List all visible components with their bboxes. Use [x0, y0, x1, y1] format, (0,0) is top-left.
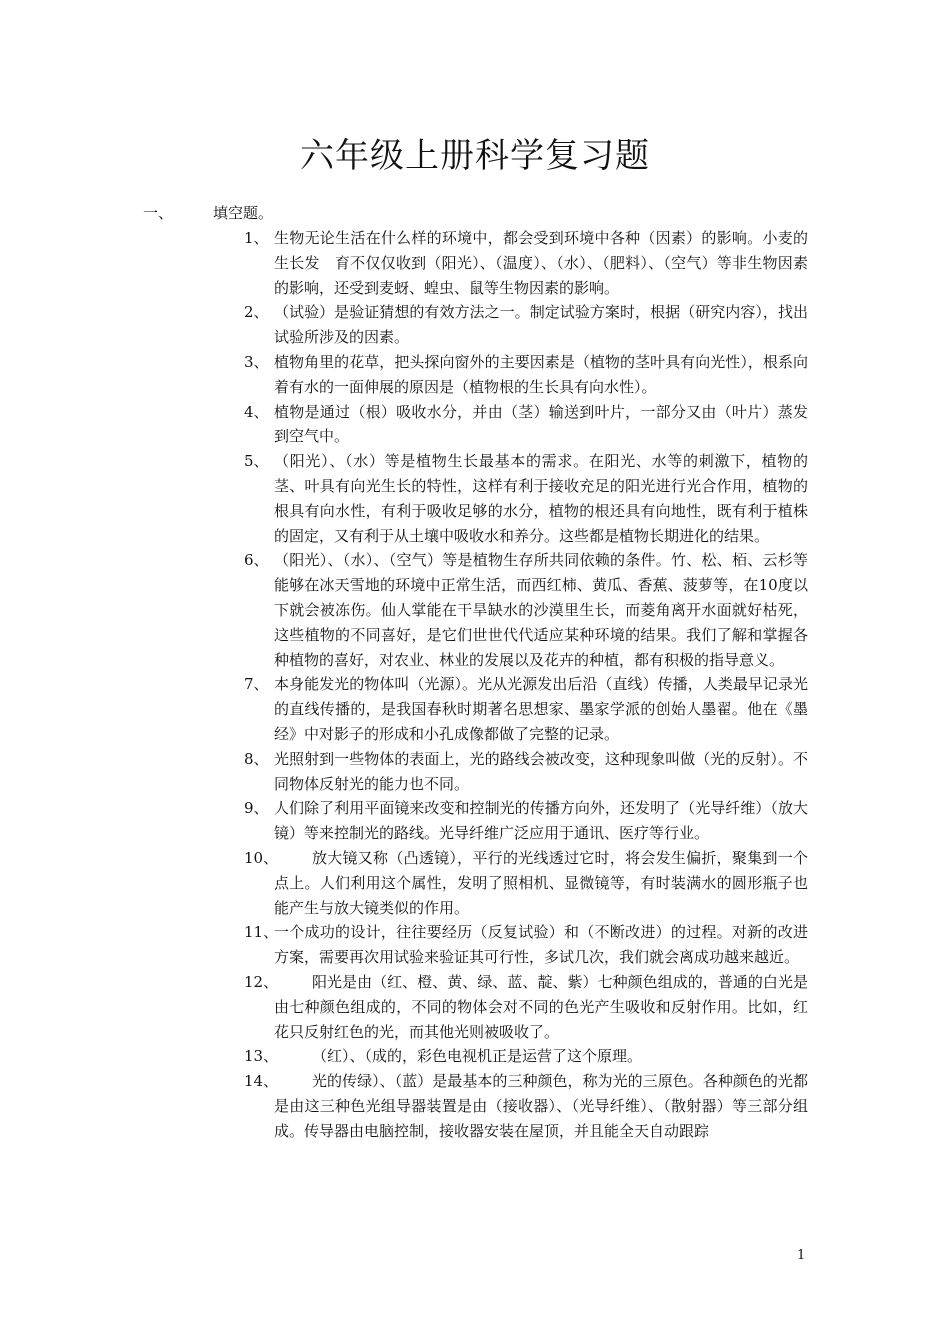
item-text: 放大镜又称（凸透镜），平行的光线透过它时，将会发生偏折，聚集到一个点上。人们利用这个属性，发明了照相机、显微镜等，有时装满水的圆形瓶子也能产生与放大镜类似的作用。: [274, 848, 808, 917]
item-text: 阳光是由（红、橙、黄、绿、蓝、靛、紫）七种颜色组成的，普通的白光是由七种颜色组成的，不同的物体会对不同的色光产生吸收和反射作用。比如，红花只反射红色的光，而其他光则被吸收了。: [274, 972, 808, 1041]
item-number: 13、: [244, 1047, 279, 1066]
list-item: [0, 846, 950, 920]
item-text: 光的传绿）、（蓝）是最基本的三种颜色，称为光的三原色。各种颜色的光都是由这三种色光组导器装置是由（接收器）、（光导纤维）、（散射器）等三部分组成。传导器由电脑控制，接收器安装在屋顶，并且能全天自动跟踪: [274, 1072, 808, 1140]
list-item: [0, 747, 950, 797]
section-heading: [143, 202, 273, 223]
item-text: 本身能发光的物体叫（光源）。光从光源发出后沿（直线）传播，人类最早记录光的直线传播的，是我国春秋时期著名思想家、墨家学派的创始人墨翟。他在《墨经》中对影子的形成和小孔成像都做了完整的记录。: [274, 675, 808, 743]
item-number: 14、: [244, 1072, 279, 1091]
page-number: 1: [797, 1248, 806, 1263]
item-text: 生物无论生活在什么样的环境中，都会受到环境中各种（因素）的影响。小麦的生长发 育不仅仅收到（阳光）、（温度）、（水）、（肥料）、（空气）等非生物因素的影响，还受到麦蚜、蝗虫、鼠等生物因素的影响。: [274, 229, 808, 297]
list-item: [0, 548, 950, 672]
item-text: 一个成功的设计，往往要经历（反复试验）和（不断改进）的过程。对新的改进方案，需要再次用试验来验证其可行性，多试几次，我们就会离成功越来越近。: [274, 923, 808, 967]
list-item: [0, 400, 950, 450]
item-number: 9、: [244, 799, 269, 818]
item-number: 5、: [244, 452, 269, 471]
section-number: 一、: [143, 204, 174, 222]
item-number: 1、: [244, 229, 269, 247]
list-item: [0, 920, 950, 970]
item-number: 6、: [244, 551, 269, 570]
list-item: [0, 226, 950, 300]
item-number: 10、: [244, 848, 279, 867]
page-title: 六年级上册科学复习题: [300, 136, 650, 176]
item-text: （阳光）、（水）、（空气）等是植物生存所共同依赖的条件。竹、松、栢、云杉等能够在冰天雪地的环境中正常生活，而西红柿、黄瓜、香蕉、菠萝等，在10度以下就会被冻伤。仙人掌能在干旱缺水的沙漠里生长，而菱角离开水面就好枯死，这些植物的不同喜好，是它们世世代代适应某种环境的结果。我们了解和掌握各种植物的喜好，对农业、林业的发展以及花卉的种植，都有积极的指导意义。: [274, 551, 808, 669]
list-item: [0, 300, 950, 350]
list-item: [0, 449, 950, 548]
item-number: 11、: [244, 923, 279, 942]
list-item: [0, 350, 950, 400]
item-text: 植物是通过（根）吸收水分，并由（茎）输送到叶片，一部分又由（叶片）蒸发到空气中。: [274, 402, 808, 446]
list-item: [0, 672, 950, 746]
item-text: 植物角里的花草，把头探向窗外的主要因素是（植物的茎叶具有向光性），根系向着有水的一面伸展的原因是（植物根的生长具有向水性）。: [274, 352, 808, 396]
item-number: 7、: [244, 675, 269, 694]
question-list: [0, 226, 950, 1143]
item-text: （红）、（成的，彩色电视机正是运营了这个原理。: [312, 1047, 643, 1066]
item-number: 4、: [244, 402, 269, 421]
list-item: [0, 1069, 950, 1143]
list-item: [0, 796, 950, 846]
item-number: 3、: [244, 352, 269, 371]
item-text: 人们除了利用平面镜来改变和控制光的传播方向外，还发明了（光导纤维）（放大镜）等来控制光的路线。光导纤维广泛应用于通讯、医疗等行业。: [274, 799, 808, 843]
item-text: （试验）是验证猜想的有效方法之一。制定试验方案时，根据（研究内容），找出试验所涉及的因素。: [274, 303, 808, 347]
item-text: 光照射到一些物体的表面上，光的路线会被改变，这种现象叫做（光的反射）。不同物体反射光的能力也不同。: [274, 749, 808, 793]
list-item: [0, 1044, 950, 1069]
item-text: （阳光）、（水）等是植物生长最基本的需求。在阳光、水等的刺激下，植物的茎、叶具有向光生长的特性，这样有利于接收充足的阳光进行光合作用，植物的根具有向水性，有利于吸收足够的水分，植物的根还具有向地性，既有利于植株的固定，又有利于从土壤中吸收水和养分。这些都是植物长期进化的结果。: [274, 452, 808, 545]
section-label: 填空题。: [213, 204, 274, 222]
list-item: [0, 970, 950, 1044]
item-number: 8、: [244, 749, 269, 768]
item-number: 12、: [244, 972, 279, 991]
item-number: 2、: [244, 303, 269, 322]
